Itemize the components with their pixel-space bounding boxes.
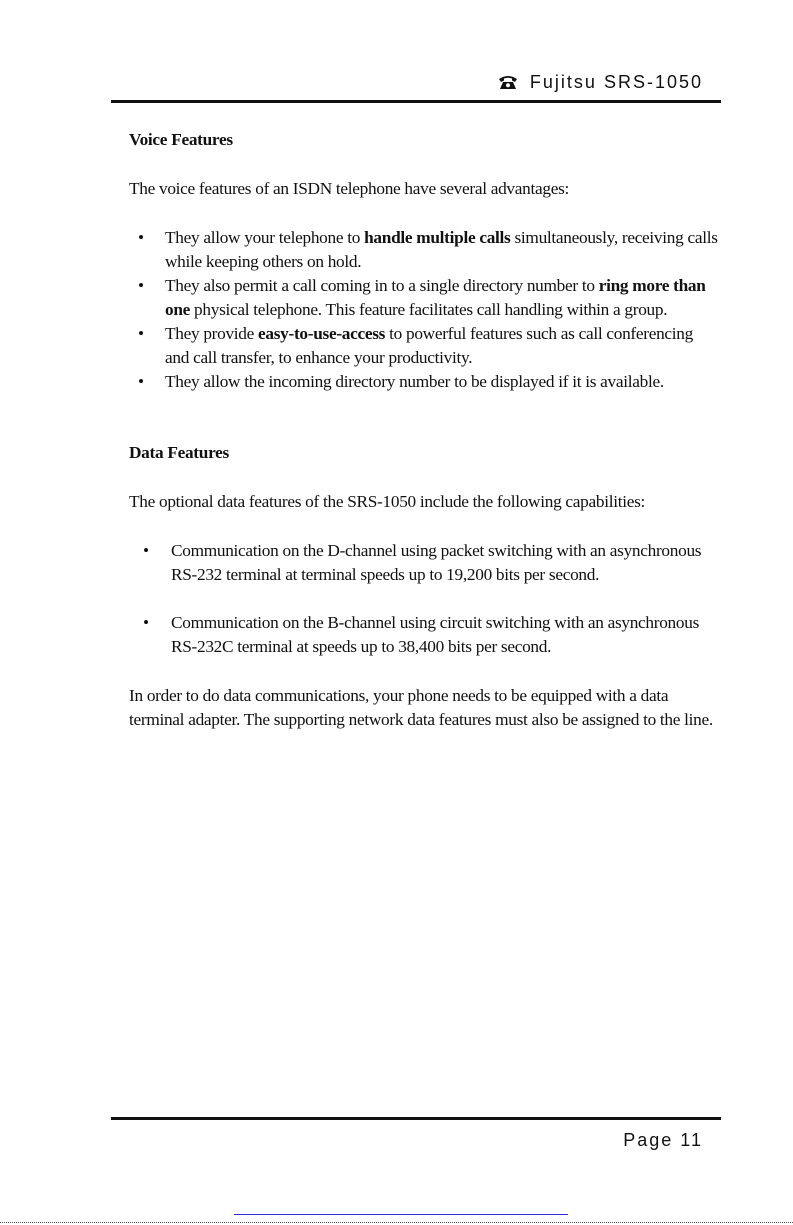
voice-bullet-list xyxy=(129,226,719,394)
list-item: • Communication on the B-channel using circuit switching with an asynchronous RS-232C terminal at speeds up to 38,400 bits per second. xyxy=(129,611,719,659)
footer-rule xyxy=(111,1117,721,1120)
page-body xyxy=(129,128,719,732)
list-item: • They allow the incoming directory number to be displayed if it is available. xyxy=(129,370,719,394)
list-item: • They allow your telephone to handle multiple calls simultaneously, receiving calls while keeping others on hold. xyxy=(129,226,719,274)
data-bullet-list xyxy=(129,539,719,659)
header-rule xyxy=(111,100,721,103)
list-item: • They also permit a call coming in to a single directory number to ring more than one physical telephone. This feature facilitates call handling within a group. xyxy=(129,274,719,322)
data-closing-paragraph: In order to do data communications, your phone needs to be equipped with a data terminal adapter. The supporting network data features must also be assigned to the line. xyxy=(129,686,713,729)
list-item: • Communication on the D-channel using packet switching with an asynchronous RS-232 terminal at terminal speeds up to 19,200 bits per second. xyxy=(129,539,719,587)
data-features-heading: Data Features xyxy=(129,443,229,462)
list-item: • They provide easy-to-use-access to powerful features such as call conferencing and call transfer, to enhance your productivity. xyxy=(129,322,719,370)
page-edge-dotted-line xyxy=(0,1222,793,1223)
page-number: Page 11 xyxy=(623,1130,703,1150)
running-header xyxy=(498,72,703,93)
voice-features-heading: Voice Features xyxy=(129,130,233,149)
voice-intro: The voice features of an ISDN telephone have several advantages: xyxy=(129,179,569,198)
footer-link-underline xyxy=(234,1214,568,1215)
header-title: Fujitsu SRS-1050 xyxy=(529,72,703,92)
telephone-icon xyxy=(498,74,518,90)
data-intro: The optional data features of the SRS-1050 include the following capabilities: xyxy=(129,492,646,511)
